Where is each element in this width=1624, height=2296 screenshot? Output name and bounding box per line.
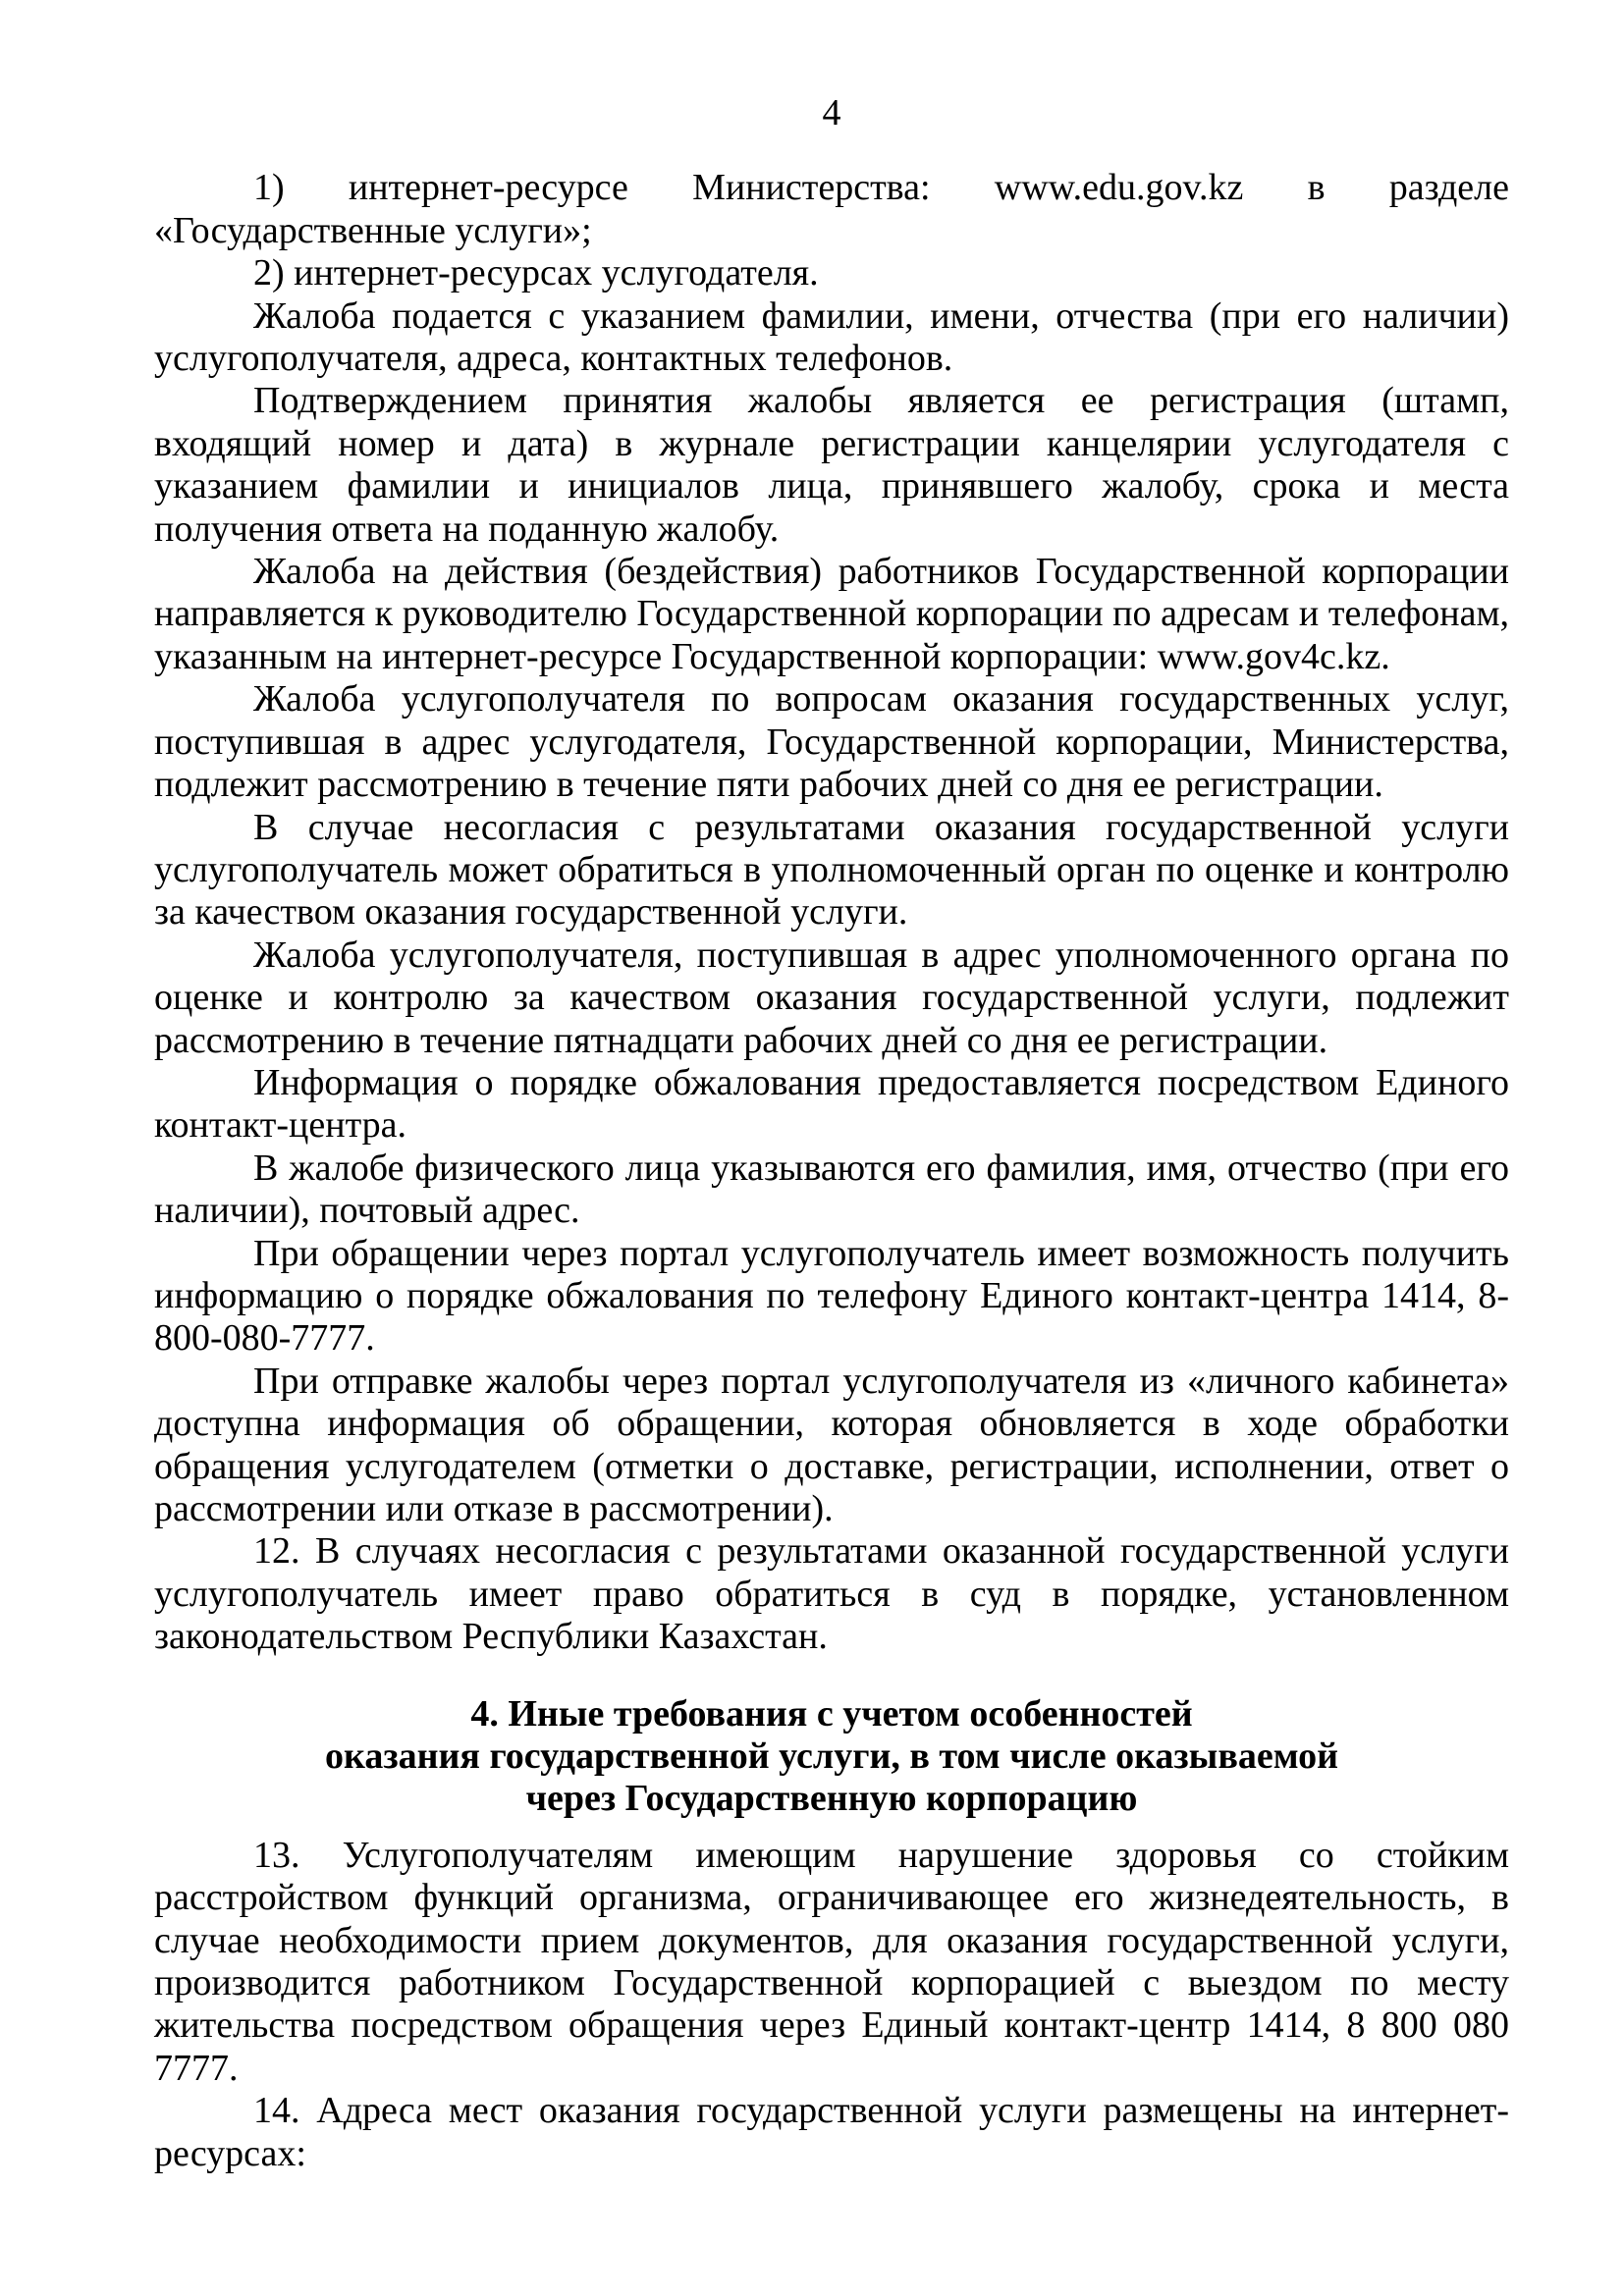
paragraph: В случае несогласия с результатами оказания государственной услуги услугополучатель может обратиться в уполномоченный орган по оценке и контролю за качеством оказания государственной услуги. bbox=[154, 806, 1509, 934]
paragraph: Жалоба услугополучателя по вопросам оказания государственных услуг, поступившая в адрес услугодателя, Государственной корпорации, Министерства, подлежит рассмотрению в течение пяти рабочих дней со дня ее регистрации. bbox=[154, 678, 1509, 806]
paragraph: Подтверждением принятия жалобы является ее регистрация (штамп, входящий номер и дата) в журнале регистрации канцелярии услугодателя с указанием фамилии и инициалов лица, принявшего жалобу, срока и места получения ответа на поданную жалобу. bbox=[154, 380, 1509, 550]
section-heading-line-1: 4. Иные требования с учетом особенностей bbox=[470, 1692, 1193, 1735]
paragraph: Жалоба подается с указанием фамилии, имени, отчества (при его наличии) услугополучателя, адреса, контактных телефонов. bbox=[154, 294, 1509, 380]
paragraph-list-item-1: 1) интернет-ресурсе Министерства: www.edu.gov.kz в разделе «Государственные услуги»; bbox=[154, 167, 1509, 251]
paragraph: Жалоба услугополучателя, поступившая в адрес уполномоченного органа по оценке и контролю за качеством оказания государственной услуги, подлежит рассмотрению в течение пятнадцати рабочих дней со дня ее регистрации. bbox=[154, 934, 1509, 1061]
paragraph-item-13: 13. Услугополучателям имеющим нарушение здоровья со стойким расстройством функций организма, ограничивающее его жизнедеятельность, в случае необходимости прием документов, для оказания государственной услуги, производится работником Государственной корпорацией с выездом по месту жительства посредством обращения через Единый контакт-центр 1414, 8 800 080 7777. bbox=[154, 1834, 1509, 2089]
paragraph: При отправке жалобы через портал услугополучателя из «личного кабинета» доступна информация об обращении, которая обновляется в ходе обработки обращения услугодателем (отметки о доставке, регистрации, исполнении, ответ о рассмотрении или отказе в рассмотрении). bbox=[154, 1360, 1509, 1529]
paragraph-list-item-2: 2) интернет-ресурсах услугодателя. bbox=[253, 252, 819, 294]
paragraph: При обращении через портал услугополучатель имеет возможность получить информацию о порядке обжалования по телефону Единого контакт-центра 1414, 8-800-080-7777. bbox=[154, 1232, 1509, 1360]
section-heading-line-2: оказания государственной услуги, в том числе оказываемой bbox=[325, 1735, 1338, 1778]
section-heading bbox=[154, 1693, 1509, 1821]
paragraph-item-14: 14. Адреса мест оказания государственной услуги размещены на интернет-ресурсах: bbox=[154, 2090, 1509, 2174]
paragraph: Жалоба на действия (бездействия) работников Государственной корпорации направляется к руководителю Государственной корпорации по адресам и телефонам, указанным на интернет-ресурсе Государственной корпорации: www.gov4c.kz. bbox=[154, 551, 1509, 677]
page-number: 4 bbox=[822, 92, 841, 133]
paragraph: В жалобе физического лица указываются его фамилия, имя, отчество (при его наличии), почтовый адрес. bbox=[154, 1147, 1509, 1232]
section-heading-line-3: через Государственную корпорацию bbox=[525, 1778, 1138, 1820]
paragraph-item-12: 12. В случаях несогласия с результатами оказанной государственной услуги услугополучатель имеет право обратиться в суд в порядке, установленном законодательством Республики Казахстан. bbox=[154, 1530, 1509, 1658]
paragraph: Информация о порядке обжалования предоставляется посредством Единого контакт-центра. bbox=[154, 1061, 1509, 1147]
header-spacer bbox=[154, 134, 1509, 167]
